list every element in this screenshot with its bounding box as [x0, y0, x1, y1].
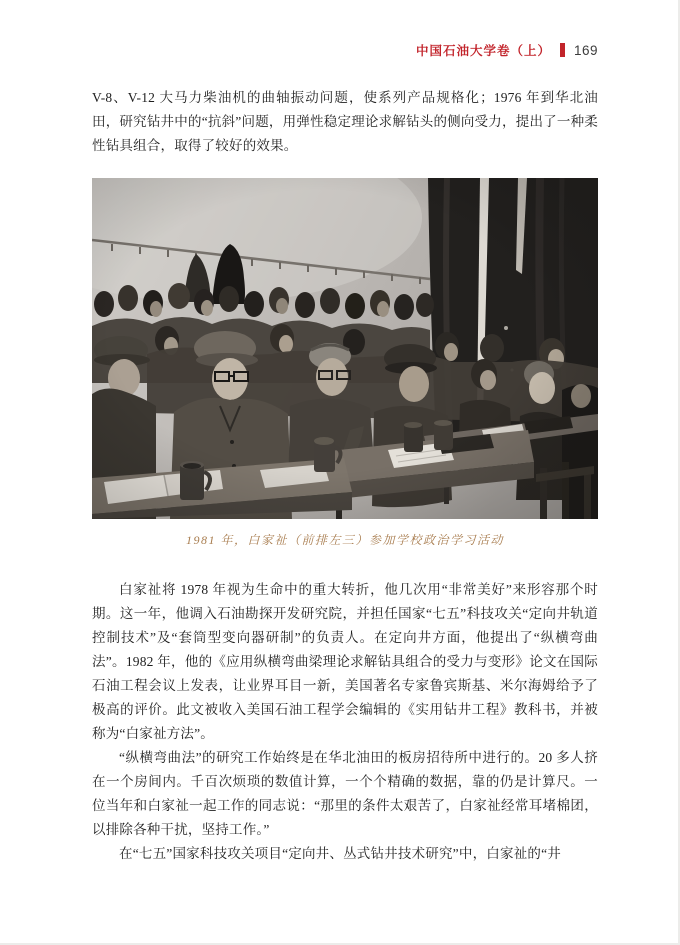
header-divider-bar: [560, 43, 565, 57]
body-paragraph-3: “纵横弯曲法”的研究工作始终是在华北油田的板房招待所中进行的。20 多人挤在一个房间内。千百次烦琐的数值计算，一个个精确的数据，靠的仍是计算尺。一位当年和白家祉一起工作的同志说：“那里的条件太艰苦了，白家祉经常耳堵棉团，以排除各种干扰，坚持工作。”: [92, 750, 598, 837]
page-number: 169: [573, 42, 598, 58]
classroom-photo-illustration: [92, 178, 598, 519]
page-content: [92, 86, 598, 866]
book-title: 中国石油大学卷（上）: [415, 44, 551, 58]
body-paragraph-1: V-8、V-12 大马力柴油机的曲轴振动问题，使系列产品规格化；1976 年到华北油田，研究钻井中的“抗斜”问题，用弹性稳定理论求解钻头的侧向受力，提出了一种柔性钻具组合，取得了较好的效果。: [92, 90, 598, 153]
body-paragraph-2: 白家祉将 1978 年视为生命中的重大转折，他几次用“非常美好”来形容那个时期。这一年，他调入石油勘探开发研究院，并担任国家“七五”科技攻关“定向井轨道控制技术”及“套筒型变向器研制”的负责人。在定向井方面，他提出了“纵横弯曲法”。1982 年，他的《应用纵横弯曲梁理论求解钻具组合的受力与变形》论文在国际石油工程会议上发表，让业界耳目一新，美国著名专家鲁宾斯基、米尔海姆给予了极高的评价。此文被收入美国石油工程学会编辑的《实用钻井工程》教科书，并被称为“白家祉方法”。: [92, 582, 598, 741]
photo-caption: 1981 年，白家祉（前排左三）参加学校政治学习活动: [185, 533, 504, 547]
photo-figure: [92, 178, 598, 548]
photo-vignette: [92, 178, 598, 519]
classroom-photo: [92, 178, 598, 519]
page-header: [416, 41, 598, 59]
body-paragraph-4: 在“七五”国家科技攻关项目“定向井、丛式钻井技术研究”中，白家祉的“井: [119, 846, 561, 861]
